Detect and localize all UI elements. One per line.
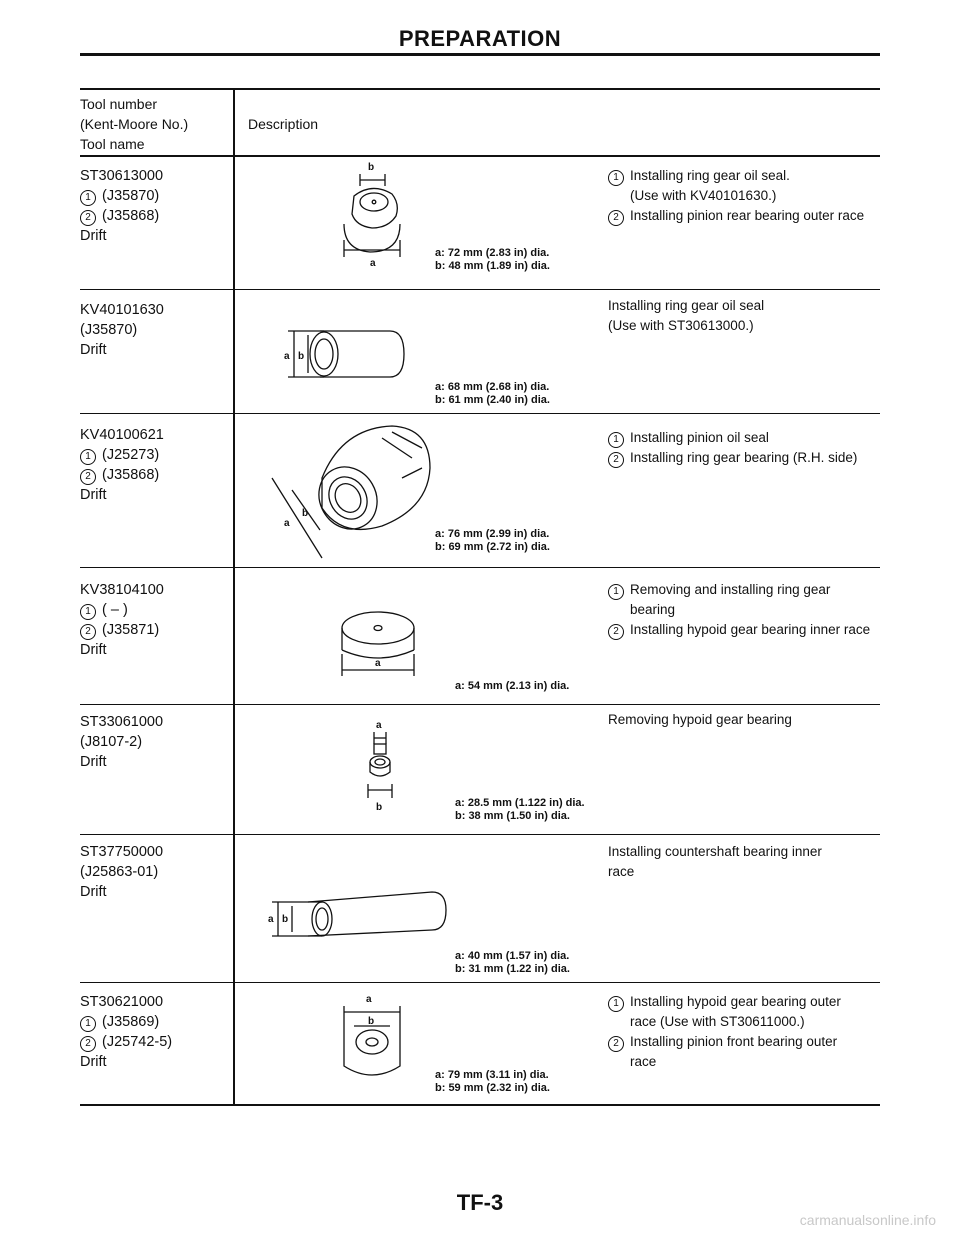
drift-st30613000-diagram (330, 162, 440, 272)
column-divider (233, 88, 235, 1106)
diagram-label-b: b (376, 802, 383, 813)
diagram-label-a: a (284, 518, 290, 529)
header-bottom-rule (80, 155, 880, 157)
description-st33061000: Removing hypoid gear bearing (608, 712, 792, 727)
row-divider (80, 834, 880, 835)
tool-cell-st37750000: ST37750000 (J25863-01) Drift (80, 844, 164, 900)
description-st30621000: 1 Installing hypoid gear bearing outer race (Use with ST30611000.) 2 Installing pinion front bearing outer race (608, 992, 841, 1072)
marker-2-icon: 2 (80, 210, 96, 226)
dimensions-st33061000: a: 28.5 mm (1.122 in) dia. b: 38 mm (1.50 in) dia. (455, 797, 585, 822)
diagram-label-a: a (376, 720, 382, 731)
tool-cell-st30621000: ST30621000 1 (J35869) 2 (J25742-5) Drift (80, 994, 173, 1070)
diagram-label-a: a (370, 258, 376, 269)
diagram-label-a: a (284, 351, 290, 362)
marker-1-icon: 1 (608, 584, 624, 600)
tool-cell-kv38104100: KV38104100 1 ( – ) 2 (J35871) Drift (80, 582, 164, 658)
marker-2-icon: 2 (80, 1036, 96, 1052)
page-title: PREPARATION (398, 26, 562, 51)
dimensions-kv38104100: a: 54 mm (2.13 in) dia. (455, 680, 570, 692)
diagram-label-a: a (366, 994, 372, 1005)
description-kv40100621: 1 Installing pinion oil seal 2 Installing ring gear bearing (R.H. side) (608, 428, 857, 468)
diagram-label-b: b (368, 1016, 375, 1027)
tool-cell-st33061000: ST33061000 (J8107-2) Drift (80, 714, 164, 770)
watermark: carmanualsonline.info (799, 1212, 936, 1228)
table-bottom-rule (80, 1104, 880, 1106)
row-divider (80, 704, 880, 705)
description-st30613000: 1 Installing ring gear oil seal. (Use with KV40101630.) 2 Installing pinion rear bearing outer race (608, 166, 864, 226)
diagram-label-a: a (268, 914, 274, 925)
description-kv40101630: Installing ring gear oil seal (Use with ST30613000.) (608, 298, 765, 333)
table-top-rule (80, 88, 880, 90)
diagram-label-b: b (282, 914, 289, 925)
diagram-label-b: b (302, 508, 309, 519)
marker-2-icon: 2 (608, 210, 624, 226)
tool-cell-st30613000: ST30613000 1 (J35870) 2 (J35868) Drift (80, 168, 164, 244)
marker-2-icon: 2 (608, 1036, 624, 1052)
description-kv38104100: 1 Removing and installing ring gear bearing 2 Installing hypoid gear bearing inner race (608, 580, 870, 640)
marker-1-icon: 1 (608, 432, 624, 448)
drift-st37750000-diagram (262, 888, 452, 948)
drift-kv40100621-diagram (262, 418, 442, 568)
drift-st33061000-diagram (362, 718, 402, 816)
drift-kv38104100-diagram (340, 610, 430, 680)
dimensions-kv40101630: a: 68 mm (2.68 in) dia. b: 61 mm (2.40 in) dia. (435, 381, 550, 406)
marker-2-icon: 2 (608, 624, 624, 640)
dimensions-st30613000: a: 72 mm (2.83 in) dia. b: 48 mm (1.89 in) dia. (435, 247, 550, 272)
marker-1-icon: 1 (80, 604, 96, 620)
dimensions-st37750000: a: 40 mm (1.57 in) dia. b: 31 mm (1.22 in) dia. (455, 950, 570, 975)
page-number: TF-3 (456, 1190, 504, 1215)
marker-2-icon: 2 (608, 452, 624, 468)
row-divider (80, 289, 880, 290)
description-st37750000: Installing countershaft bearing inner race (608, 844, 822, 879)
marker-1-icon: 1 (80, 1016, 96, 1032)
diagram-label-b: b (368, 162, 375, 173)
tool-cell-kv40101630: KV40101630 (J35870) Drift (80, 302, 164, 358)
drift-kv40101630-diagram (280, 325, 410, 385)
marker-2-icon: 2 (80, 469, 96, 485)
title-rule (80, 53, 880, 56)
drift-st30621000-diagram (340, 992, 440, 1092)
marker-2-icon: 2 (80, 624, 96, 640)
dimensions-st30621000: a: 79 mm (3.11 in) dia. b: 59 mm (2.32 in) dia. (435, 1069, 550, 1094)
row-divider (80, 567, 880, 568)
marker-1-icon: 1 (80, 449, 96, 465)
row-divider (80, 982, 880, 983)
marker-1-icon: 1 (608, 996, 624, 1012)
marker-1-icon: 1 (608, 170, 624, 186)
tool-cell-kv40100621: KV40100621 1 (J25273) 2 (J35868) Drift (80, 427, 164, 503)
tool-column-header: Tool number (Kent-Moore No.) Tool name (80, 96, 189, 152)
diagram-label-b: b (298, 351, 305, 362)
description-column-header: Description (248, 116, 319, 132)
dimensions-kv40100621: a: 76 mm (2.99 in) dia. b: 69 mm (2.72 in) dia. (435, 528, 550, 553)
row-divider (80, 413, 880, 414)
diagram-label-a: a (375, 658, 381, 669)
marker-1-icon: 1 (80, 190, 96, 206)
